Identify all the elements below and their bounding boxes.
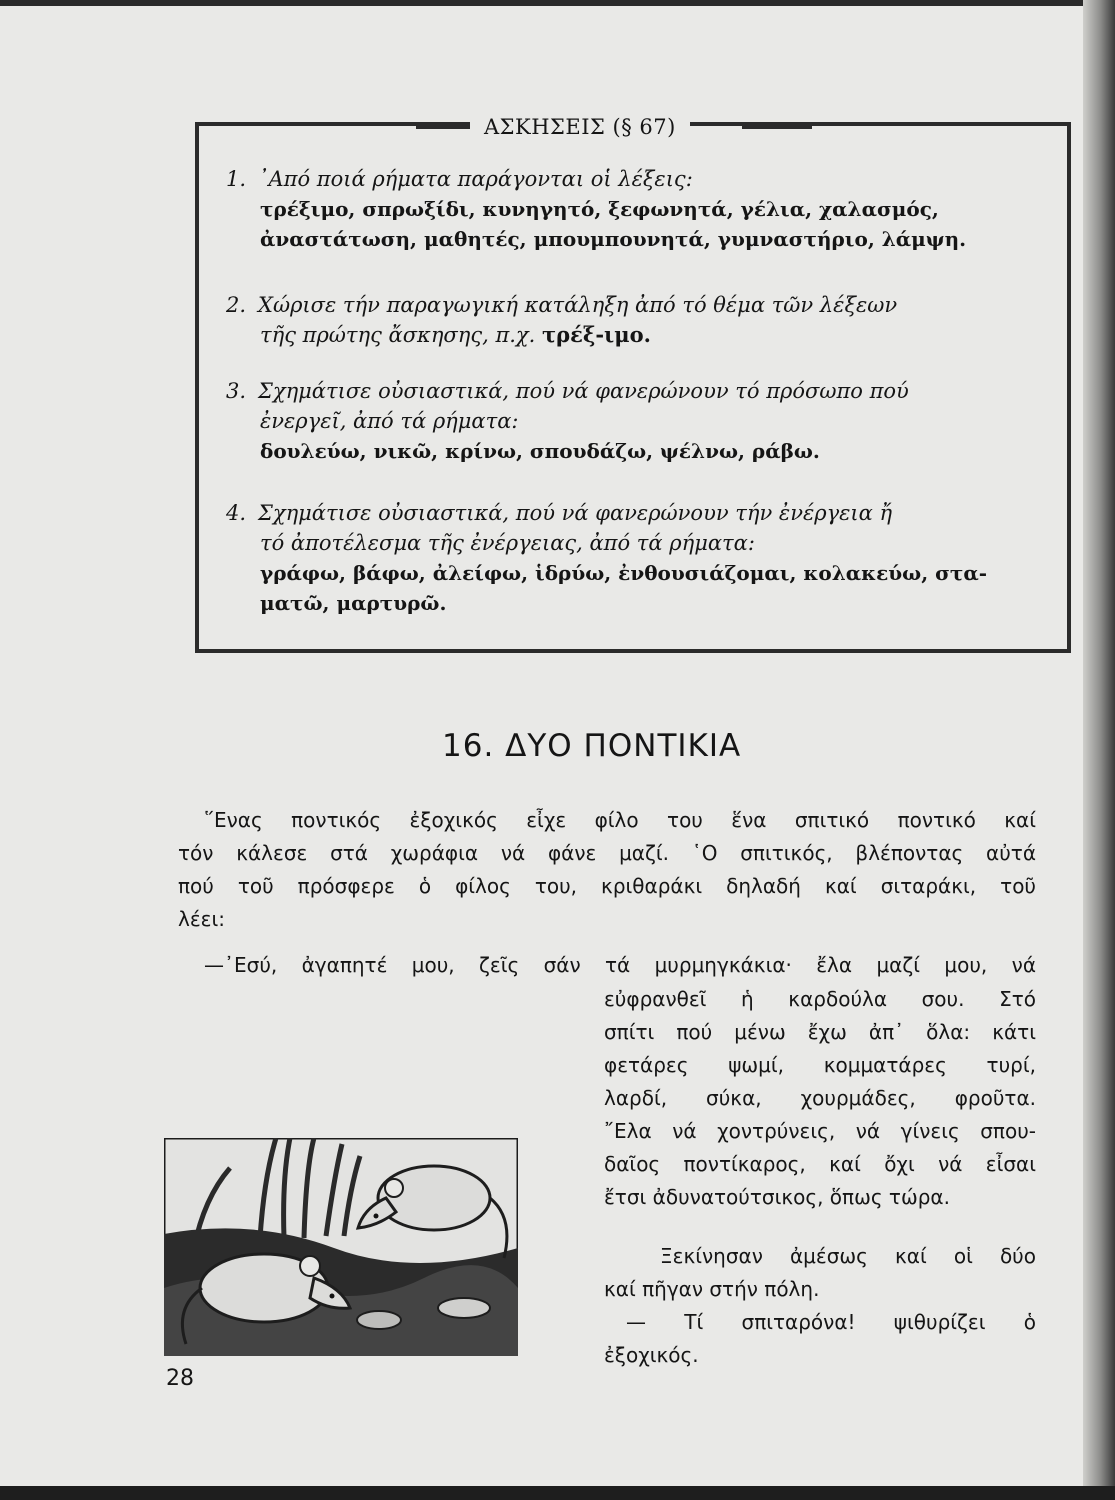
story-line: ῎Ελα νά χοντρύνεις, νά γίνεις σπου- — [604, 1119, 1036, 1143]
exercise-number: 3. — [226, 379, 247, 403]
exercise-example: τρέξ-ιμο. — [542, 322, 651, 347]
book-spine-edge — [1083, 0, 1115, 1500]
exercises-title: ΑΣΚΗΣΕΙΣ (§ 67) — [470, 109, 690, 145]
story-line: εὐφρανθεῖ ἡ καρδούλα σου. Στό — [604, 987, 1036, 1011]
exercises-title-rule-left — [416, 126, 476, 129]
story-line: ἔτσι ἀδυνατούτσικος, ὅπως τώρα. — [604, 1185, 950, 1209]
page-bottom-edge — [0, 1486, 1115, 1500]
story-paragraph-2-first-line — [178, 949, 1036, 982]
story-title: 16. ΔΥΟ ΠΟΝΤΙΚΙΑ — [442, 728, 742, 764]
exercise-words: ἀναστάτωση, μαθητές, μπουμπουνητά, γυμναστήριο, λάμψη. — [260, 227, 967, 251]
exercise-number: 4. — [226, 501, 247, 525]
story-line: πού τοῦ πρόσφερε ὁ φίλος του, κριθαράκι δηλαδή καί σιταράκι, τοῦ — [178, 874, 1036, 898]
exercise-number: 1. — [226, 167, 247, 191]
story-line: λαρδί, σύκα, χουρμάδες, φροῦτα. — [604, 1086, 1036, 1110]
exercise-instruction: Σχημάτισε οὐσιαστικά, πού νά φανερώνουν τήν ἐνέργεια ἤ — [258, 501, 893, 525]
exercise-words: ματῶ, μαρτυρῶ. — [260, 591, 447, 615]
exercise-instruction: ᾿Από ποιά ρήματα παράγονται οἱ λέξεις: — [258, 167, 693, 191]
story-paragraph-1 — [178, 804, 1036, 936]
two-mice-illustration — [164, 1138, 518, 1356]
story-line: ἐξοχικός. — [604, 1343, 699, 1367]
exercise-words: τρέξιμο, σπρωξίδι, κυνηγητό, ξεφωνητά, γέλια, χαλασμός, — [260, 197, 939, 221]
page-top-edge — [0, 0, 1115, 6]
story-paragraph-2 — [604, 983, 1036, 1214]
story-line: τόν κάλεσε στά χωράφια νά φάνε μαζί. ῾Ο σπιτικός, βλέποντας αὐτά — [178, 841, 1036, 865]
story-paragraph-3 — [604, 1240, 1036, 1306]
story-line: ῞Ενας ποντικός ἐξοχικός εἶχε φίλο του ἕνα σπιτικό ποντικό καί — [204, 808, 1036, 832]
exercise-words: δουλεύω, νικῶ, κρίνω, σπουδάζω, ψέλνω, ράβω. — [260, 439, 820, 463]
page-number: 28 — [166, 1366, 194, 1391]
exercise-words: γράφω, βάφω, ἀλείφω, ἱδρύω, ἐνθουσιάζομαι, κολακεύω, στα- — [260, 561, 988, 585]
story-line: — Τί σπιταρόνα! ψιθυρίζει ὁ — [626, 1310, 1036, 1334]
exercise-4 — [226, 498, 1046, 618]
exercise-instruction: τῆς πρώτης ἄσκησης, π.χ. — [260, 323, 536, 347]
story-line: —᾿Εσύ, ἀγαπητέ μου, ζεῖς σάν τά μυρμηγκάκια· ἔλα μαζί μου, νά — [204, 953, 1036, 977]
exercise-1 — [226, 164, 1046, 254]
story-line: Ξεκίνησαν ἀμέσως καί οἱ δύο — [660, 1244, 1036, 1268]
exercise-3 — [226, 376, 1046, 466]
exercise-number: 2. — [226, 293, 247, 317]
story-line: σπίτι πού μένω ἔχω ἀπ᾿ ὅλα: κάτι — [604, 1020, 1036, 1044]
exercises-title-rule-right — [742, 126, 812, 129]
story-line: δαῖος ποντίκαρος, καί ὄχι νά εἶσαι — [604, 1152, 1036, 1176]
story-paragraph-4 — [604, 1306, 1036, 1372]
story-line: καί πῆγαν στήν πόλη. — [604, 1277, 820, 1301]
story-line: φετάρες ψωμί, κομματάρες τυρί, — [604, 1053, 1036, 1077]
story-line: λέει: — [178, 907, 225, 931]
exercise-instruction: ἐνεργεῖ, ἀπό τά ρήματα: — [260, 409, 519, 433]
exercise-2 — [226, 290, 1046, 350]
exercise-instruction: Χώρισε τήν παραγωγική κατάληξη ἀπό τό θέμα τῶν λέξεων — [258, 293, 898, 317]
exercise-instruction: Σχημάτισε οὐσιαστικά, πού νά φανερώνουν τό πρόσωπο πού — [258, 379, 909, 403]
exercise-instruction: τό ἀποτέλεσμα τῆς ἐνέργειας, ἀπό τά ρήματα: — [260, 531, 755, 555]
